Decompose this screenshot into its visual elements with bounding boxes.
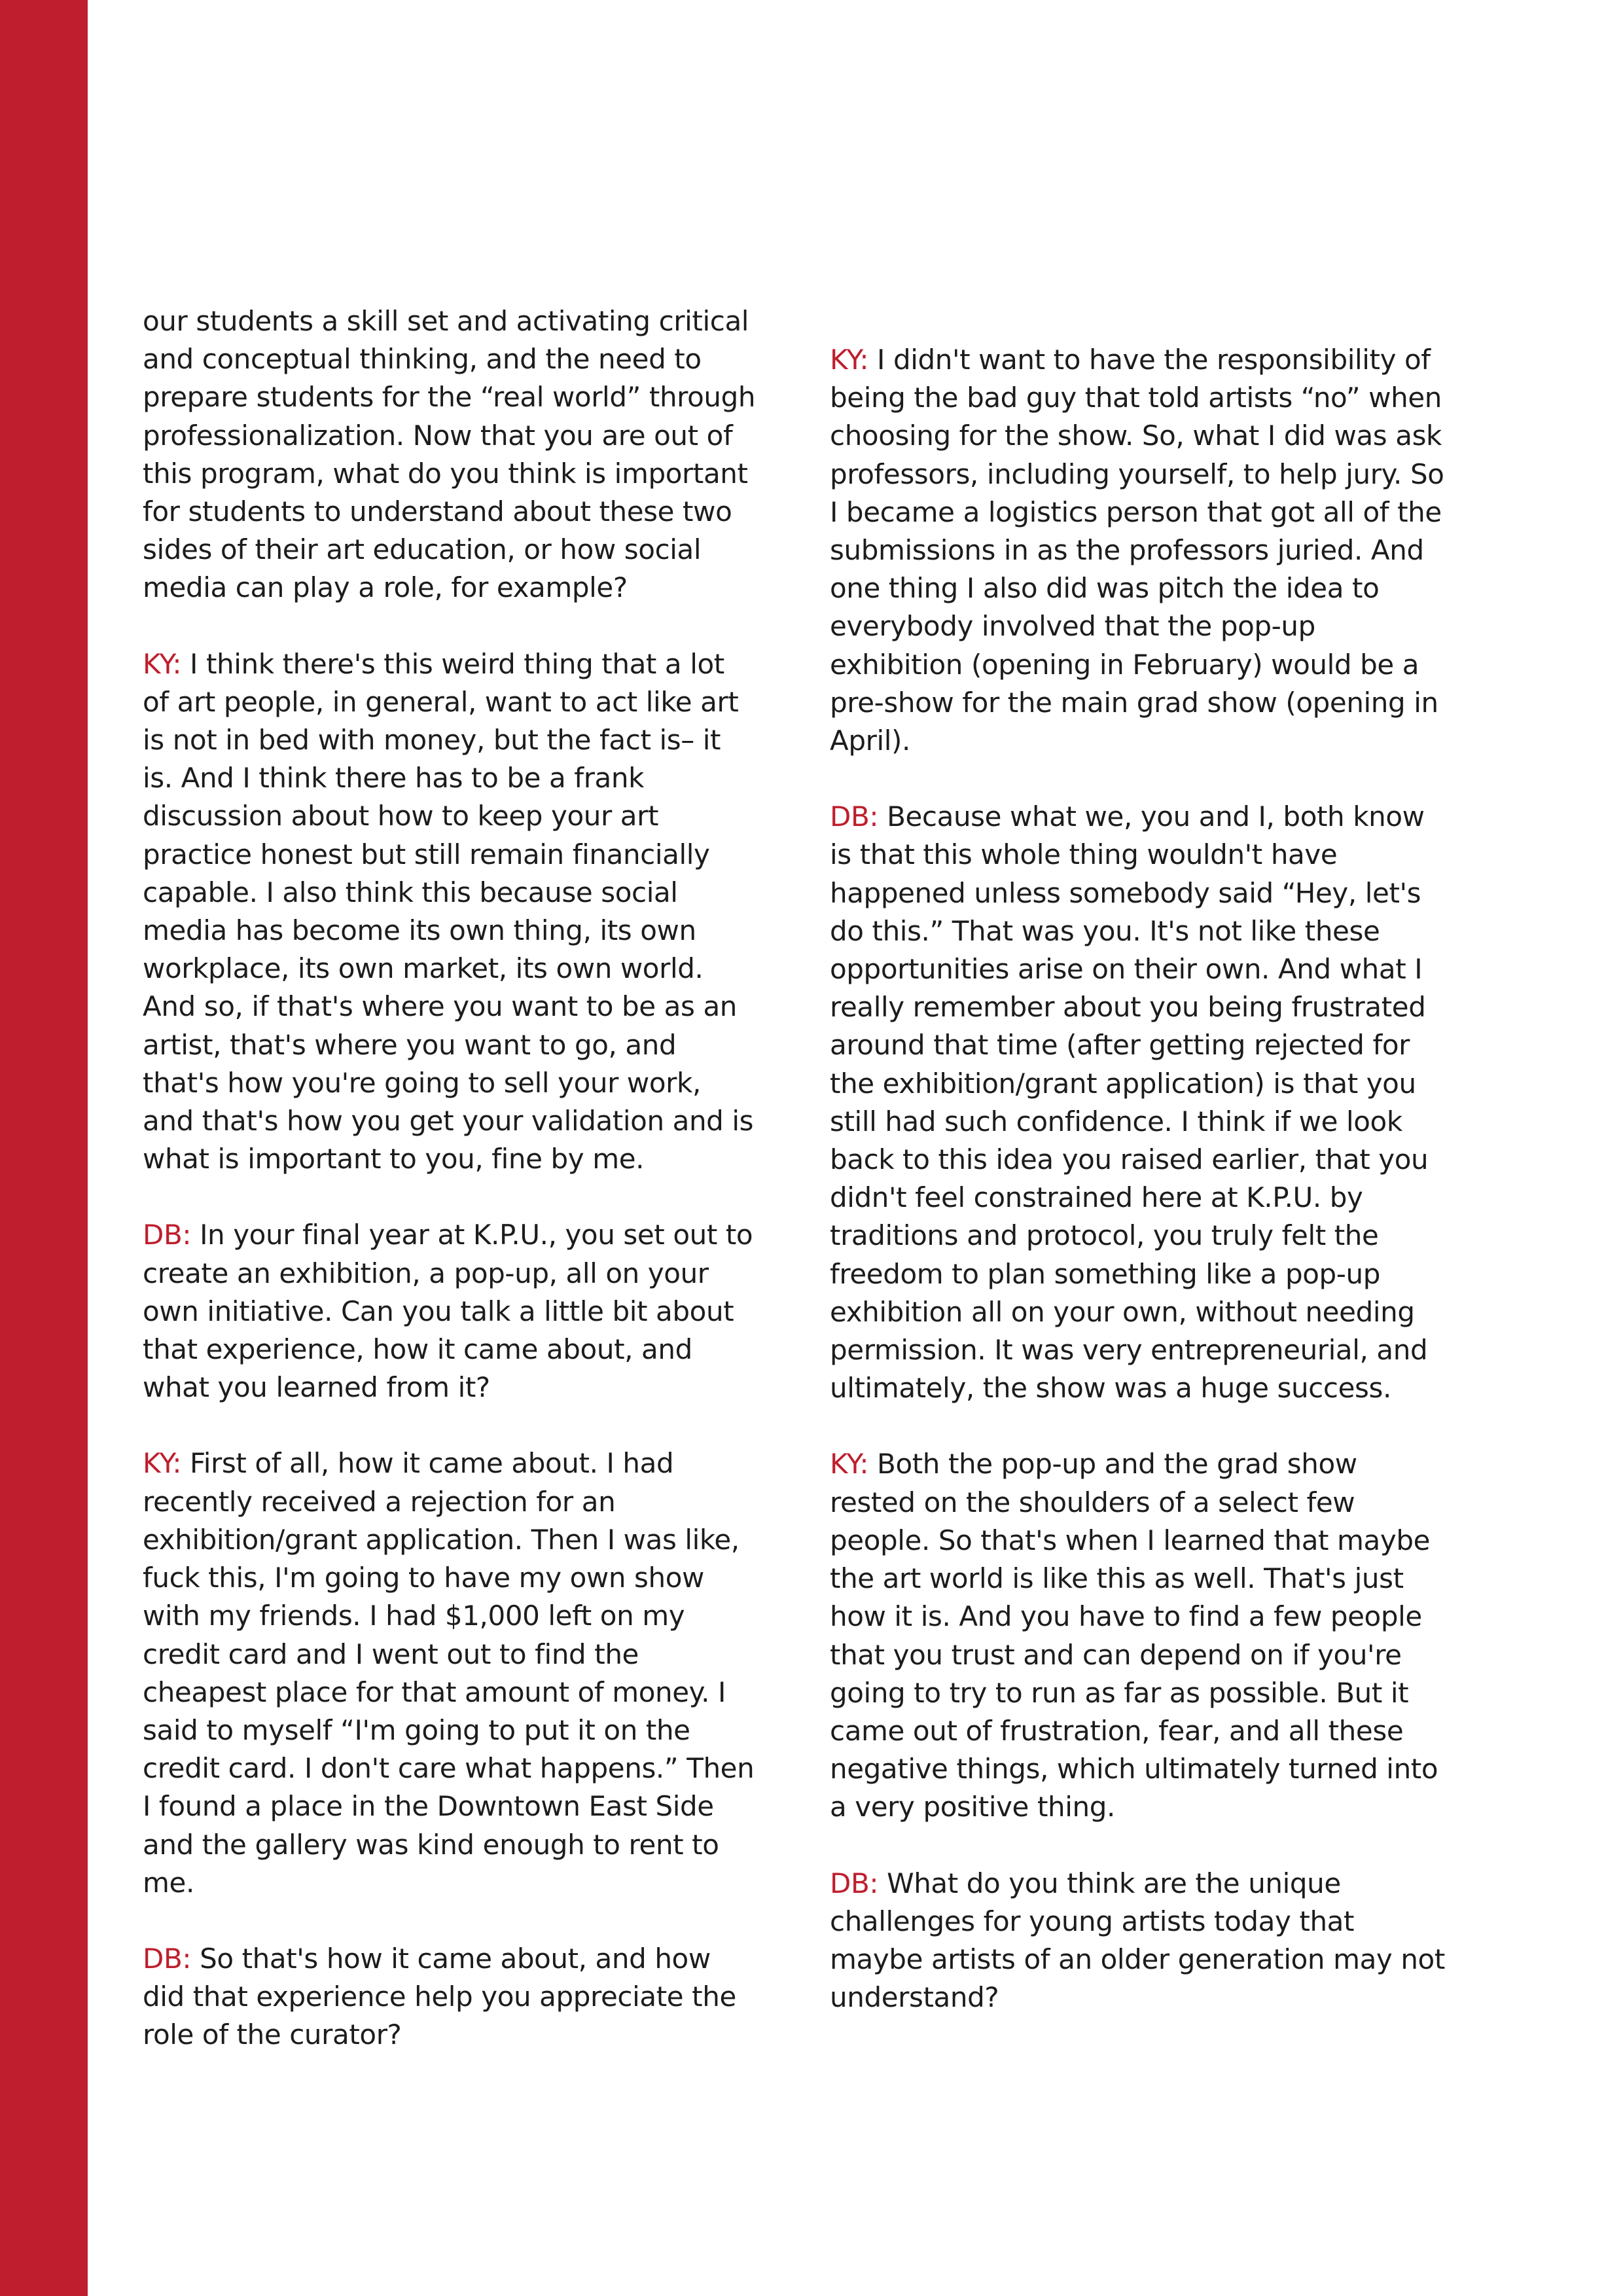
speaker-label: DB: <box>143 1942 192 1975</box>
speaker-label: KY: <box>830 344 869 376</box>
paragraph-text: Because what we, you and I, both know is that this whole thing wouldn't have happened unless somebody said “Hey, let's do this.” That was you. It's not like these opportunities arise on their own. And what I really remember about you being frustrated around that time (after getting rejected for the exhibition/grant application) is that you still had such confidence. I think if we look back to this idea you raised earlier, that you didn't feel constrained here at K.P.U. by traditions and protocol, you truly felt the freedom to plan something like a pop-up exhibition all on your own, without needing permission. It was very entrepreneurial, and ultimately, the show was a huge success. <box>830 800 1429 1405</box>
left-text-column <box>143 302 758 2092</box>
right-text-column <box>830 341 1445 2054</box>
paragraph <box>830 1445 1445 1826</box>
paragraph-text: Both the pop-up and the grad show rested on the shoulders of a select few people. So that's when I learned that maybe the art world is like this as well. That's just how it is. And you have to find a few people that you trust and can depend on if you're going to try to run as far as possible. But it came out of frustration, fear, and all these negative things, which ultimately turned into a very positive thing. <box>830 1448 1438 1823</box>
paragraph <box>830 798 1445 1407</box>
paragraph <box>830 341 1445 760</box>
paragraph-text: First of all, how it came about. I had recently received a rejection for an exhibition/grant application. Then I was like, fuck this, I'm going to have my own show with my friends. I had $1,000 left on my credit card and I went out to find the cheapest place for that amount of money. I said to myself “I'm going to put it on the credit card. I don't care what happens.” Then I found a place in the Downtown East Side and the gallery was kind enough to rent to me. <box>143 1447 755 1899</box>
paragraph-text: our students a skill set and activating critical and conceptual thinking, and the need to prepare students for the “real world” through professionalization. Now that you are out of this program, what do you think is important for students to understand about these two sides of their art education, or how social media can play a role, for example? <box>143 305 756 604</box>
paragraph-text: So that's how it came about, and how did that experience help you appreciate the role of the curator? <box>143 1942 736 2051</box>
red-side-bar <box>0 0 88 2296</box>
paragraph-text: What do you think are the unique challenges for young artists today that maybe artists of an older generation may not understand? <box>830 1867 1445 2014</box>
speaker-label: KY: <box>830 1448 869 1480</box>
paragraph <box>143 302 758 607</box>
paragraph <box>830 1865 1445 2017</box>
paragraph <box>143 1216 758 1407</box>
paragraph <box>143 645 758 1179</box>
paragraph <box>143 1940 758 2054</box>
paragraph <box>143 1444 758 1901</box>
speaker-label: DB: <box>830 800 879 833</box>
paragraph-text: In your final year at K.P.U., you set out to create an exhibition, a pop-up, all on your own initiative. Can you talk a little bit about that experience, how it came about, and what you learned from it? <box>143 1219 753 1404</box>
speaker-label: KY: <box>143 1447 182 1480</box>
speaker-label: DB: <box>143 1219 192 1251</box>
speaker-label: DB: <box>830 1867 879 1899</box>
paragraph-text: I didn't want to have the responsibility of being the bad guy that told artists “no” when choosing for the show. So, what I did was ask professors, including yourself, to help jury. So I became a logistics person that got all of the submissions in as the professors juried. And one thing I also did was pitch the idea to everybody involved that the pop-up exhibition (opening in February) would be a pre-show for the main grad show (opening in April). <box>830 344 1444 757</box>
paragraph-text: I think there's this weird thing that a lot of art people, in general, want to act like art is not in bed with money, but the fact is– it is. And I think there has to be a frank discussion about how to keep your art practice honest but still remain financially capable. I also think this because social media has become its own thing, its own workplace, its own market, its own world. And so, if that's where you want to be as an artist, that's where you want to go, and that's how you're going to sell your work, and that's how you get your validation and is what is important to you, fine by me. <box>143 647 754 1175</box>
speaker-label: KY: <box>143 647 182 680</box>
